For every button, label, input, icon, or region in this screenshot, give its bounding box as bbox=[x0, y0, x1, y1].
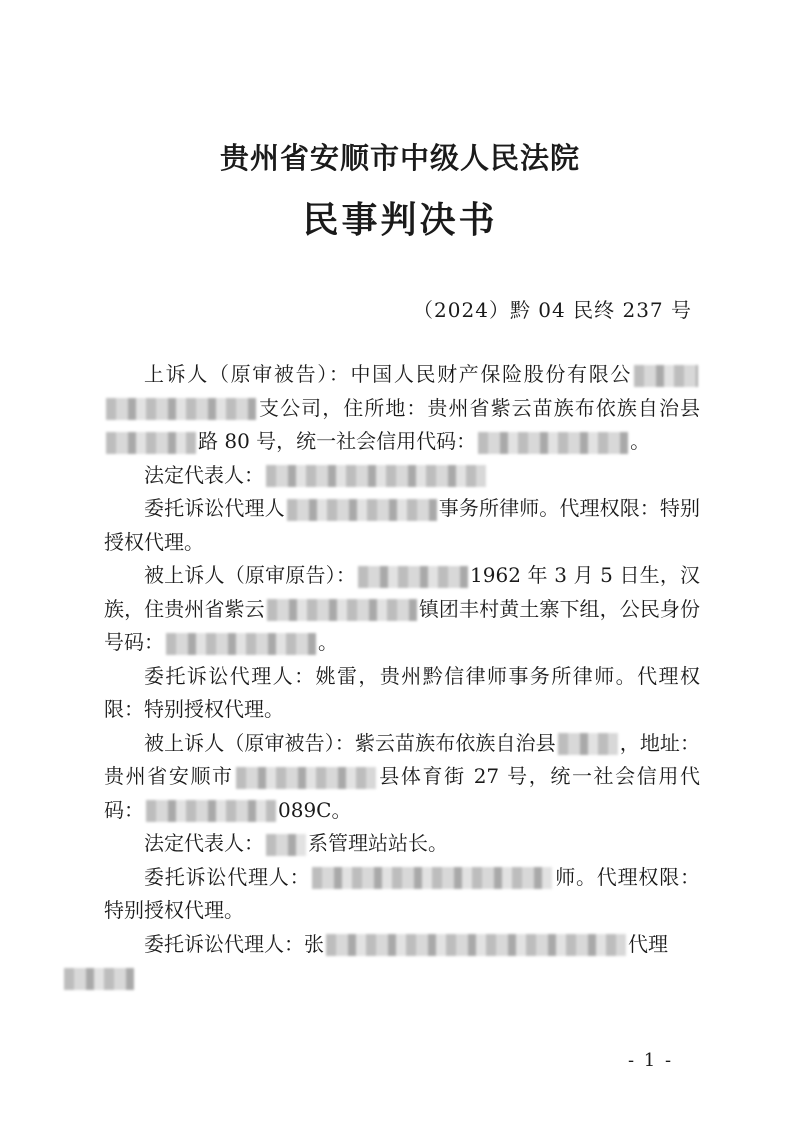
court-name: 贵州省安顺市中级人民法院 bbox=[219, 141, 580, 175]
redaction-mark bbox=[358, 566, 468, 588]
text-segment: 被上诉人（原审被告）：紫云苗族布依族自治县 bbox=[144, 730, 556, 755]
party-appellee-1 bbox=[104, 559, 700, 660]
legal-representative-2 bbox=[104, 827, 700, 861]
text-segment: 。 bbox=[630, 429, 651, 453]
redaction-mark bbox=[146, 800, 276, 822]
text-segment: 事务所律师。代理权限：特别授权代理。 bbox=[104, 496, 701, 554]
agent-4 bbox=[104, 928, 700, 995]
party-appellant bbox=[104, 358, 700, 459]
redaction-mark bbox=[106, 432, 196, 454]
legal-representative bbox=[104, 459, 700, 493]
text-segment: 委托诉讼代理人 bbox=[144, 496, 285, 520]
text-segment: 委托诉讼代理人：姚雷，贵州黔信律师事务所律师。代理权限：特别授权代理。 bbox=[104, 663, 700, 721]
redaction-mark bbox=[287, 499, 437, 521]
text-segment: 法定代表人： bbox=[144, 462, 264, 487]
text-segment: 。 bbox=[318, 630, 338, 654]
text-segment: 师。代理权限：特别授权代理。 bbox=[104, 864, 701, 922]
text-segment: 法定代表人： bbox=[144, 831, 264, 855]
redaction-mark bbox=[106, 398, 256, 420]
text-segment: 委托诉讼代理人：张 bbox=[144, 931, 324, 956]
redaction-mark bbox=[64, 968, 134, 990]
redaction-mark bbox=[267, 599, 417, 621]
document-type: 民事判决书 bbox=[302, 199, 498, 241]
text-segment: 系管理站站长。 bbox=[308, 831, 448, 855]
agent-3 bbox=[104, 861, 700, 928]
text-segment: 县体育街 27 号，统一社会信用代码： bbox=[104, 764, 700, 822]
agent-1 bbox=[104, 492, 700, 559]
text-segment: 被上诉人（原审原告）： bbox=[144, 563, 357, 587]
redaction-mark bbox=[166, 633, 316, 655]
redaction-mark bbox=[634, 365, 698, 387]
party-appellee-2 bbox=[104, 727, 700, 828]
redaction-mark bbox=[266, 834, 306, 856]
redaction-mark bbox=[312, 867, 552, 889]
text-segment: 代理 bbox=[628, 931, 668, 956]
redaction-mark bbox=[478, 432, 628, 454]
document-body bbox=[104, 358, 700, 995]
case-number: （2024）黔 04 民终 237 号 bbox=[413, 298, 692, 322]
redaction-mark bbox=[326, 934, 626, 956]
text-segment: 镇团丰村黄土寨下组，公民身份号码： bbox=[104, 596, 701, 654]
text-segment: 路 80 号，统一社会信用代码： bbox=[198, 429, 477, 453]
text-segment: ，地址：贵州省安顺市 bbox=[104, 730, 701, 788]
page-number: - 1 - bbox=[628, 1050, 674, 1071]
text-segment: 支公司，住所地：贵州省紫云苗族布依族自治县 bbox=[258, 395, 700, 420]
text-segment: 上诉人（原审被告）：中国人民财产保险股份有限公 bbox=[144, 362, 632, 386]
agent-2 bbox=[104, 660, 700, 727]
redaction-mark bbox=[266, 465, 486, 487]
text-segment: 委托诉讼代理人： bbox=[144, 864, 311, 889]
text-segment: 1962 年 3 月 5 日生，汉族，住贵州省紫云 bbox=[104, 563, 701, 621]
redaction-mark bbox=[558, 733, 618, 755]
redaction-mark bbox=[236, 767, 376, 789]
text-segment: 089C。 bbox=[278, 797, 352, 822]
